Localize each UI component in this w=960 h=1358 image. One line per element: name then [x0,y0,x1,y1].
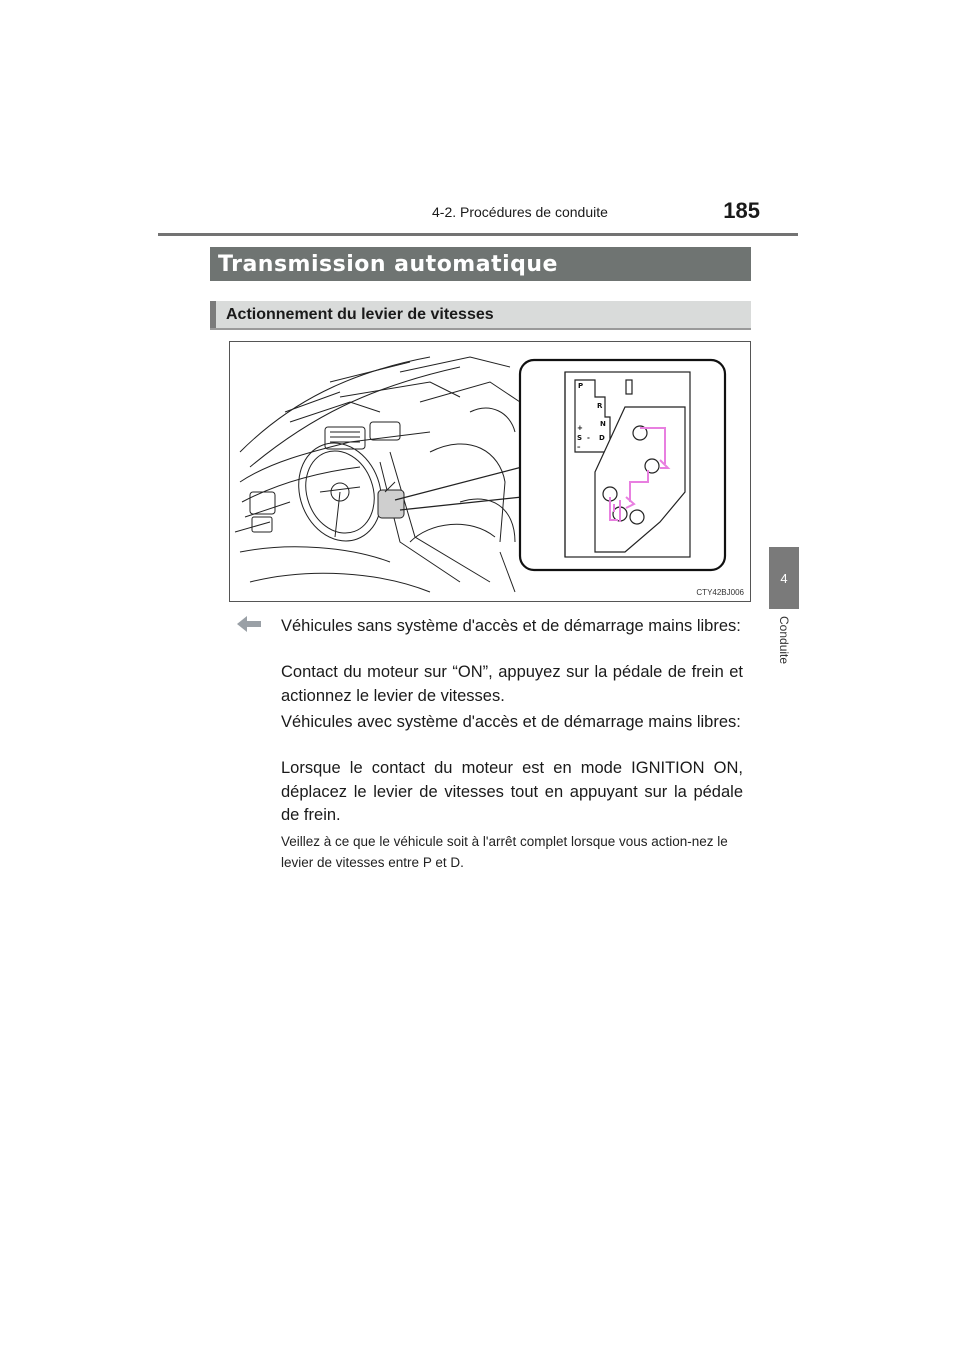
gate-plus-label: + [577,424,583,432]
paragraph-smart-key-instruction: Lorsque le contact du moteur est en mode IGNITION ON, déplacez le levier de vitesses tout en appuyant sur la pédale de frein. [281,759,743,824]
back-arrow-icon [237,615,261,633]
paragraph-smart-key-condition: Véhicules avec système d'accès et de démarrage mains libres: [281,713,741,731]
cabin-drawing [230,342,751,602]
chapter-label: Conduite [777,616,791,665]
gate-n-label: N [600,420,606,428]
section-reference: 4-2. Procédures de conduite [432,204,608,220]
gate-dash-label: - [587,434,590,442]
chapter-number: 4 [780,570,788,586]
gate-r-label: R [597,402,603,410]
paragraph-no-smart-key-condition: Véhicules sans système d'accès et de démarrage mains libres: [281,617,741,635]
figure-code: CTY42BJ006 [696,588,744,597]
chapter-tab [769,547,799,609]
gate-d-label: D [599,434,605,442]
subsection-title: Actionnement du levier de vitesses [210,301,751,329]
subsection-rule [210,328,751,330]
header-rule [158,233,798,236]
gate-s-label: S [577,434,583,442]
shift-lever-illustration [229,341,751,602]
note-text: Veillez à ce que le véhicule soit à l'arrêt complet lorsque vous action-nez le levier de vitesses entre P et D. [281,834,728,870]
gate-minus-label: – [577,443,581,451]
page-number: 185 [723,198,760,223]
section-title: Transmission automatique [210,247,751,281]
gate-p-label: P [578,382,584,390]
paragraph-no-smart-key-instruction: Contact du moteur sur “ON”, appuyez sur la pédale de frein et actionnez le levier de vitesses. [281,663,743,705]
